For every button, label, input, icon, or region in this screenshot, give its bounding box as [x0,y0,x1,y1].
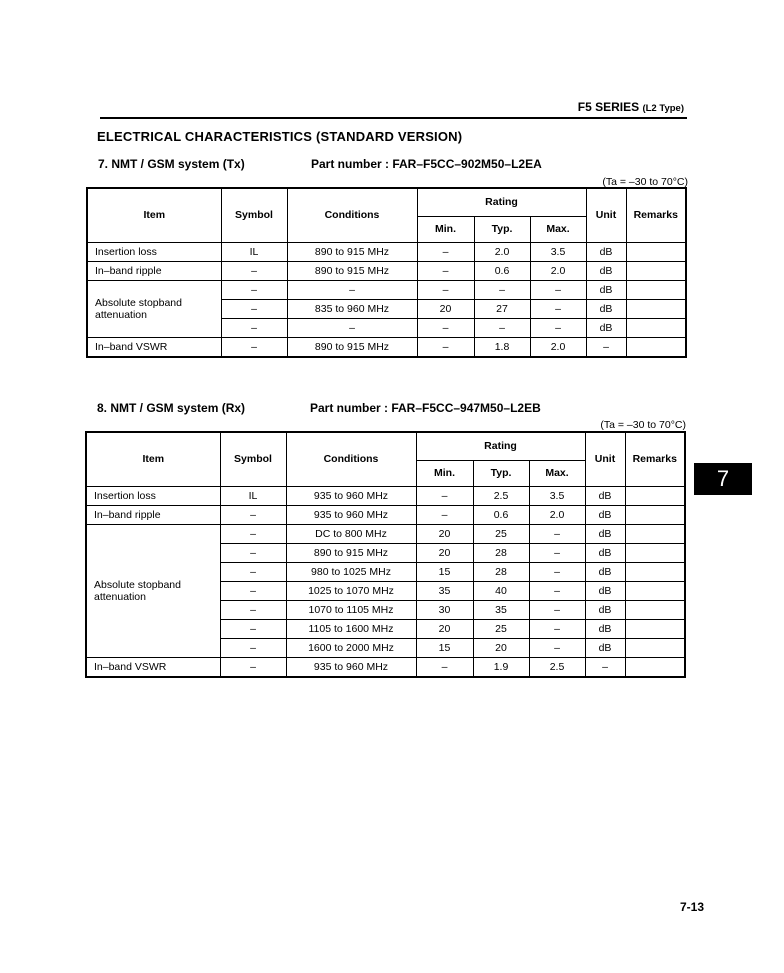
cell-remarks [625,600,685,619]
cell-unit: dB [586,318,626,337]
cell-symbol: – [220,657,286,677]
header-min: Min. [417,216,474,242]
cell-remarks [625,619,685,638]
cell-symbol: – [220,562,286,581]
cell-max: – [529,562,585,581]
spec-table-tx [86,187,687,358]
table-row [86,524,685,543]
cell-min: 20 [416,524,473,543]
cell-min: – [417,242,474,261]
cell-unit: dB [585,543,625,562]
cell-item: Insertion loss [86,486,220,505]
cell-unit: dB [585,619,625,638]
temp-condition-tx: (Ta = –30 to 70°C) [602,176,688,188]
table-row [86,505,685,524]
table-row [87,280,686,299]
table-row [87,242,686,261]
table-row [87,337,686,357]
cell-max: 3.5 [529,486,585,505]
section-title-tx: 7. NMT / GSM system (Tx) [98,157,245,171]
cell-max: – [530,318,586,337]
cell-conditions: 1105 to 1600 MHz [286,619,416,638]
cell-symbol: – [221,318,287,337]
cell-remarks [626,337,686,357]
cell-typ: 2.0 [474,242,530,261]
cell-conditions: 980 to 1025 MHz [286,562,416,581]
cell-unit: – [586,337,626,357]
header-max: Max. [530,216,586,242]
cell-item-stopband: Absolute stopband attenuation [86,524,220,657]
cell-remarks [626,261,686,280]
cell-remarks [625,562,685,581]
cell-conditions: DC to 800 MHz [286,524,416,543]
cell-unit: dB [585,562,625,581]
cell-max: – [529,543,585,562]
header-symbol: Symbol [221,188,287,242]
cell-item: In–band VSWR [87,337,221,357]
cell-conditions: 935 to 960 MHz [286,657,416,677]
cell-item: In–band ripple [87,261,221,280]
header-typ: Typ. [473,460,529,486]
header-typ: Typ. [474,216,530,242]
cell-remarks [626,280,686,299]
cell-conditions: 1025 to 1070 MHz [286,581,416,600]
cell-typ: 40 [473,581,529,600]
cell-min: – [416,657,473,677]
cell-min: 15 [416,638,473,657]
cell-remarks [625,581,685,600]
table-row [86,486,685,505]
cell-min: – [416,505,473,524]
cell-unit: dB [585,638,625,657]
cell-item: In–band ripple [86,505,220,524]
cell-item-stopband: Absolute stopband attenuation [87,280,221,337]
cell-min: – [417,261,474,280]
series-sub: (L2 Type) [642,103,684,114]
cell-min: – [416,486,473,505]
cell-symbol: – [220,524,286,543]
cell-conditions: 935 to 960 MHz [286,486,416,505]
cell-max: – [529,600,585,619]
cell-unit: – [585,657,625,677]
cell-unit: dB [586,280,626,299]
cell-symbol: – [221,280,287,299]
cell-remarks [625,486,685,505]
header-remarks: Remarks [625,432,685,486]
cell-remarks [625,638,685,657]
cell-min: – [417,337,474,357]
cell-typ: 0.6 [473,505,529,524]
cell-remarks [626,299,686,318]
cell-symbol: – [220,600,286,619]
cell-min: 20 [416,619,473,638]
cell-max: 2.0 [530,261,586,280]
cell-unit: dB [585,505,625,524]
cell-remarks [625,524,685,543]
header-item: Item [86,432,220,486]
header-symbol: Symbol [220,432,286,486]
cell-typ: 20 [473,638,529,657]
cell-max: – [529,638,585,657]
part-number-rx: Part number : FAR–F5CC–947M50–L2EB [310,401,541,415]
cell-symbol: – [221,337,287,357]
cell-max: 2.0 [529,505,585,524]
spec-table-rx [85,431,686,678]
cell-conditions: 890 to 915 MHz [287,242,417,261]
cell-symbol: – [221,299,287,318]
cell-max: – [530,299,586,318]
cell-min: 30 [416,600,473,619]
series-header [470,100,684,114]
cell-unit: dB [585,581,625,600]
cell-typ: 27 [474,299,530,318]
cell-max: – [530,280,586,299]
cell-conditions: 935 to 960 MHz [286,505,416,524]
cell-max: 3.5 [530,242,586,261]
cell-conditions: – [287,318,417,337]
cell-typ: 35 [473,600,529,619]
header-unit: Unit [585,432,625,486]
header-item: Item [87,188,221,242]
cell-item: Insertion loss [87,242,221,261]
cell-typ: 28 [473,562,529,581]
cell-min: 35 [416,581,473,600]
cell-max: – [529,524,585,543]
cell-typ: 1.8 [474,337,530,357]
cell-max: – [529,619,585,638]
cell-min: – [417,318,474,337]
cell-conditions: 835 to 960 MHz [287,299,417,318]
header-rule [100,117,687,119]
cell-unit: dB [585,600,625,619]
series-main: F5 SERIES [577,100,640,114]
temp-condition-rx: (Ta = –30 to 70°C) [600,419,686,431]
cell-symbol: IL [220,486,286,505]
cell-min: 20 [417,299,474,318]
cell-typ: – [474,318,530,337]
cell-remarks [626,242,686,261]
cell-min: – [417,280,474,299]
cell-unit: dB [586,242,626,261]
cell-remarks [625,657,685,677]
cell-symbol: IL [221,242,287,261]
table-row [87,261,686,280]
cell-conditions: 890 to 915 MHz [286,543,416,562]
header-conditions: Conditions [287,188,417,242]
cell-conditions: 890 to 915 MHz [287,261,417,280]
cell-typ: – [474,280,530,299]
cell-conditions: – [287,280,417,299]
part-number-tx: Part number : FAR–F5CC–902M50–L2EA [311,157,542,171]
page-number: 7-13 [679,900,704,914]
cell-max: 2.5 [529,657,585,677]
cell-unit: dB [586,261,626,280]
cell-typ: 0.6 [474,261,530,280]
cell-conditions: 1070 to 1105 MHz [286,600,416,619]
cell-unit: dB [585,486,625,505]
header-unit: Unit [586,188,626,242]
page-title: ELECTRICAL CHARACTERISTICS (STANDARD VERSION) [97,129,463,144]
cell-symbol: – [220,619,286,638]
cell-remarks [625,543,685,562]
header-remarks: Remarks [626,188,686,242]
header-rating: Rating [416,432,585,460]
cell-typ: 1.9 [473,657,529,677]
cell-symbol: – [220,505,286,524]
section-title-rx: 8. NMT / GSM system (Rx) [97,401,246,415]
cell-item: In–band VSWR [86,657,220,677]
cell-symbol: – [220,581,286,600]
cell-typ: 2.5 [473,486,529,505]
cell-symbol: – [220,543,286,562]
cell-conditions: 1600 to 2000 MHz [286,638,416,657]
cell-symbol: – [221,261,287,280]
cell-unit: dB [585,524,625,543]
cell-symbol: – [220,638,286,657]
cell-max: 2.0 [530,337,586,357]
cell-remarks [626,318,686,337]
header-conditions: Conditions [286,432,416,486]
header-rating: Rating [417,188,586,216]
cell-min: 20 [416,543,473,562]
cell-max: – [529,581,585,600]
cell-min: 15 [416,562,473,581]
cell-typ: 25 [473,524,529,543]
header-max: Max. [529,460,585,486]
chapter-tab: 7 [694,463,752,495]
cell-unit: dB [586,299,626,318]
header-min: Min. [416,460,473,486]
cell-typ: 28 [473,543,529,562]
cell-remarks [625,505,685,524]
table-row [86,657,685,677]
cell-conditions: 890 to 915 MHz [287,337,417,357]
cell-typ: 25 [473,619,529,638]
